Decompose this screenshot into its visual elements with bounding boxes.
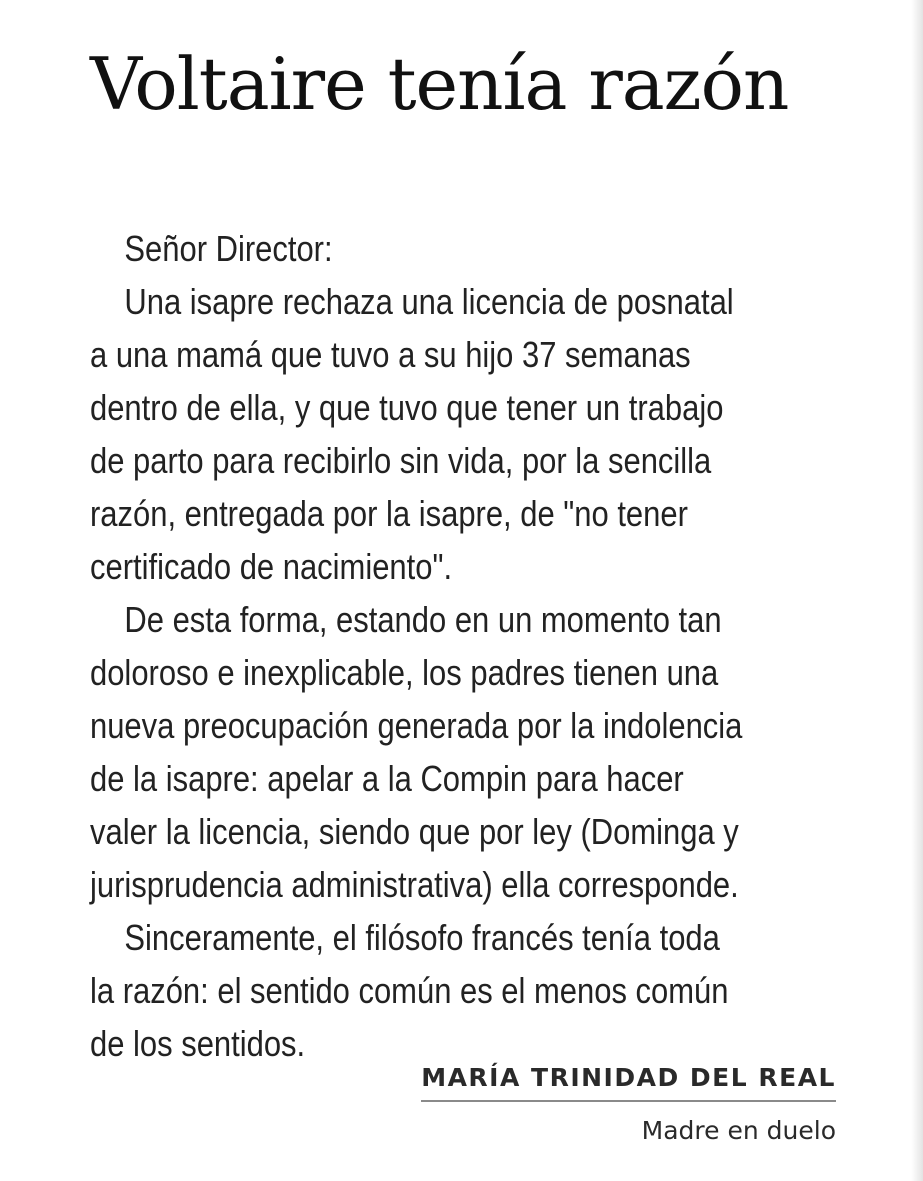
headline: Voltaire tenía razón — [90, 42, 789, 126]
letter-line: jurisprudencia administrativa) ella corresponde. — [90, 864, 739, 905]
letter-line: Sinceramente, el filósofo francés tenía toda — [124, 917, 720, 958]
letter-line: doloroso e inexplicable, los padres tienen una — [90, 652, 719, 693]
letter-line: Una isapre rechaza una licencia de posnatal — [124, 281, 734, 322]
letter-line: de la isapre: apelar a la Compin para hacer — [90, 758, 684, 799]
author-name: MARÍA TRINIDAD DEL REAL — [421, 1063, 836, 1102]
letter-line: de parto para recibirlo sin vida, por la sencilla — [90, 440, 712, 481]
letter-line: razón, entregada por la isapre, de "no tener — [90, 493, 688, 534]
letter-line: valer la licencia, siendo que por ley (Dominga y — [90, 811, 739, 852]
letter-line: certificado de nacimiento". — [90, 546, 453, 587]
letter-body — [90, 222, 744, 1070]
page-edge-divider — [911, 0, 923, 1181]
letter-line: dentro de ella, y que tuvo que tener un trabajo — [90, 387, 724, 428]
letter-line: de los sentidos. — [90, 1023, 306, 1064]
letter-line: De esta forma, estando en un momento tan — [124, 599, 722, 640]
letter-line: Señor Director: — [124, 228, 333, 269]
author-role: Madre en duelo — [641, 1116, 836, 1145]
letter-line: a una mamá que tuvo a su hijo 37 semanas — [90, 334, 691, 375]
signature-block — [421, 1063, 836, 1145]
letter-line: nueva preocupación generada por la indolencia — [90, 705, 743, 746]
letter-line: la razón: el sentido común es el menos común — [90, 970, 729, 1011]
